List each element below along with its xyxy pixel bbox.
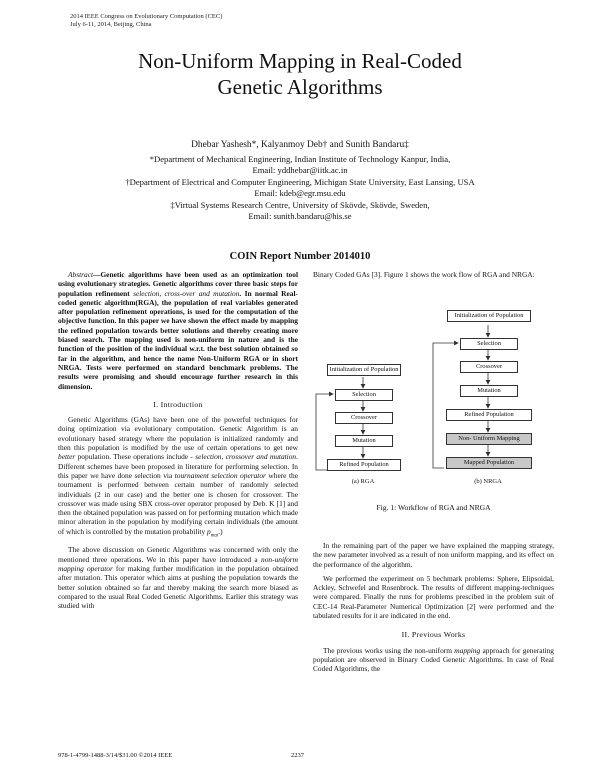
intro-p1-subscript: mut (210, 533, 219, 539)
intro-p1-italic-b: better (58, 452, 76, 462)
abstract-italic: selection, cross-over and mutation (133, 288, 240, 298)
nrga-mapped-box: Mapped Population (446, 457, 532, 469)
intro-p2-text-c: for making further modification in the population obtained after mutation. This operator which aims at pushing the population towards the better solution obtained so far and thereby making the search more biased as compared to the usual Real Coded Genetic Algorithms. Earlier this strategy was studied with (58, 564, 298, 611)
section-1-heading: I. Introduction (153, 399, 203, 409)
rga-caption: (a) RGA (351, 478, 375, 485)
nrga-caption: (b) NRGA (474, 478, 502, 485)
right-column-lower (313, 541, 554, 674)
conference-date: July 6-11, 2014, Beijing, China (70, 21, 152, 28)
prev-works-italic: mapping (454, 645, 481, 655)
nrga-mutation-box: Mutation (460, 385, 518, 397)
affiliation-3: ‡Virtual Systems Research Centre, University of Skövde, Skövde, Sweden, (170, 199, 430, 210)
footer-page-number: 2237 (291, 752, 304, 759)
email-2: Email: kdeb@egr.msu.edu (254, 188, 346, 198)
abstract-text-1: Genetic algorithms have been used as an optimization tool using evolutionary strategies. Genetic algorithms cover three basic steps for population refinement (58, 270, 298, 298)
abstract-dash: — (93, 270, 101, 279)
abstract-label: Abstract (68, 270, 94, 279)
section-2-heading: II. Previous Works (401, 630, 466, 640)
conference-name: 2014 IEEE Congress on Evolutionary Computation (CEC) (70, 13, 223, 20)
right-paragraph-4: We performed the experiment on 5 bechmark problems: Sphere, Elipsoidal, Ackley, Schwefel and Rosenbrock. The results of different mapping-techniques were compared. Finally the runs for problems prescibed in the problem suit of CEC-14 Real-Parameter Numerical Optimization [2] were performed and the tabulated results for it are indicated in the end. (313, 573, 554, 621)
intro-p1-text-a: Genetic Algorithms (GAs) have been one of the powerful techniques for doing optimization via evolutionary computation. Genetic Algorithm is an evolutionary based strategy where the population is initialized randomly and then this population is modified by the use of certain operations to get new (58, 415, 298, 453)
footer-isbn: 978-1-4799-1488-3/14/$31.00 ©2014 IEEE (58, 752, 173, 759)
prev-works-text-a: The previous works using the non-uniform (323, 645, 455, 655)
title-line-2: Genetic Algorithms (217, 75, 383, 99)
intro-p1-text-e: . Different schemes have been proposed in literature for performing selection. In this paper we have done selection via (58, 452, 298, 480)
nrga-crossover-box: Crossover (460, 361, 518, 373)
intro-p1-italic-d: selection, crossover and mutation (195, 452, 297, 462)
intro-p1-symbol: p (207, 526, 211, 536)
abstract-text-2: . In normal Real-coded genetic algorithm(RGA), the population of real variables generated after population refinement operations, is used for the computation of the objective function. In this paper we have shown the effect made by mapping the refined population towards better solutions and thereby creating more biased search. The mapping used is non-uniform in nature and is the function of the position of the individual w.r.t. the best solution obtained so far in the algorithm, and hence the name Non-Uniform RGA or in short NRGA. Tests were performed on standard benchmark problems. The results were promising and should encourage further research in this dimension. (58, 288, 298, 391)
rga-init-box: Initialization of Population (327, 364, 401, 376)
report-number: COIN Report Number 2014010 (229, 251, 371, 262)
rga-refined-box: Refined Population (327, 459, 401, 471)
intro-p1-italic-f: tournament selection operator (174, 470, 266, 480)
rga-selection-box: Selection (335, 389, 393, 401)
email-3: Email: sunith.bandaru@his.se (248, 211, 352, 221)
nrga-nonuniform-box: Non- Uniform Mapping (446, 433, 532, 445)
prev-works-text-c: approach for generating population are observed in Binary Coded Genetic Algorithms. In case of Real Coded Algorithms, the (313, 645, 555, 674)
right-paragraph-3: In the remaining part of the paper we have explained the mapping strategy, the new parameter involved as a result of non uniform mapping, and its effect on the performance of the algorithm. (313, 541, 554, 569)
intro-p2-italic: non-uniform mapping operator (58, 554, 298, 574)
affiliation-1: *Department of Mechanical Engineering, Indian Institute of Technology Kanpur, India, (149, 153, 451, 164)
intro-p1-text-c: population. These operations include - (75, 452, 196, 462)
right-paragraph-5 (313, 646, 554, 674)
intro-p2-text-a: The above discussion on Genetic Algorithms was concerned with only the mentioned three operations. We in this paper have introduced a (58, 545, 298, 564)
nrga-selection-box: Selection (460, 338, 518, 350)
title-line-1: Non-Uniform Mapping in Real-Coded (138, 49, 462, 73)
nrga-refined-box: Refined Population (446, 409, 532, 421)
right-paragraph-0: Binary Coded GAs [3]. Figure 1 shows the work flow of RGA and NRGA: (313, 270, 535, 279)
affiliation-2: †Department of Electrical and Computer Engineering, Michigan State University, East Lansing, USA (125, 176, 475, 187)
figure-caption: Fig. 1: Workflow of RGA and NRGA (376, 503, 491, 512)
email-1: Email: yddhebar@iitk.ac.in (252, 165, 348, 175)
nrga-init-box: Initialization of Population (447, 310, 531, 322)
intro-p1-text-g: where the tournament is performed between certain number of randomly selected individuals (2 in our case) and the better one is chosen for crossover. The crossover was made using SBX cross-over operator proposed by Deb. K [1] and then the obtained population was passed on for performing mutation which made minor alteration in the population by modifying certain individuals (the amount of which is controlled by the mutation probability (58, 470, 298, 536)
intro-p1-text-j: .) (218, 526, 223, 536)
rga-mutation-box: Mutation (335, 435, 393, 447)
author-names: Dhebar Yashesh*, Kalyanmoy Deb† and Sunith Bandaru‡ (191, 140, 409, 150)
rga-crossover-box: Crossover (335, 412, 393, 424)
